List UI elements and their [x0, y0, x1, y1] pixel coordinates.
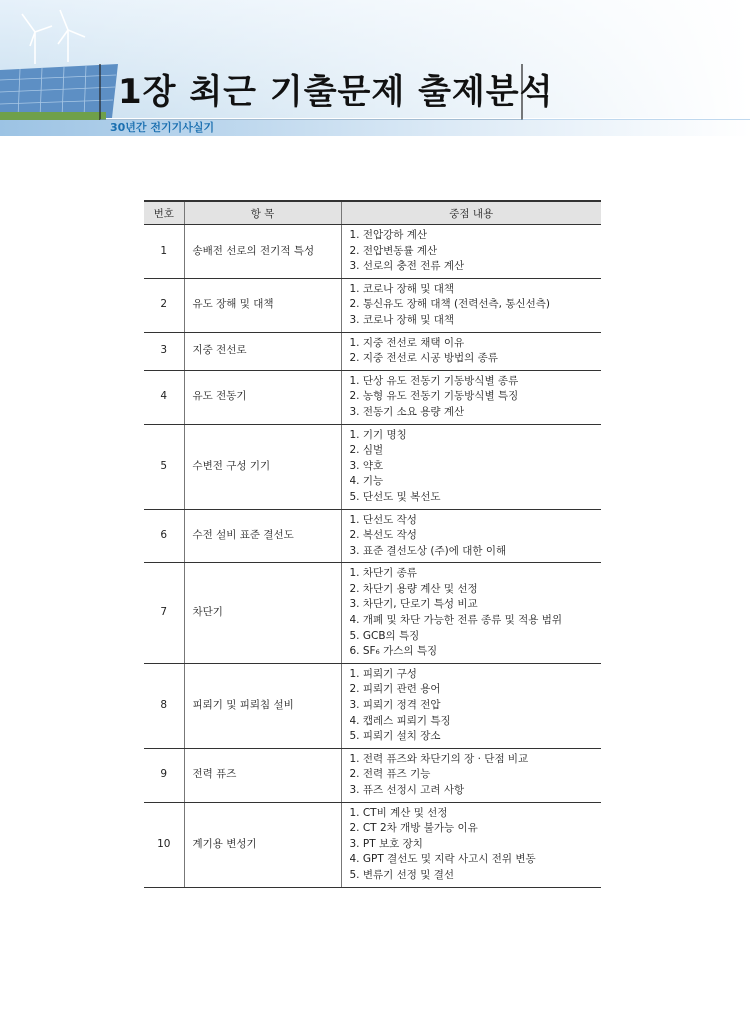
- row-item: 지중 전선로: [184, 332, 341, 370]
- key-point: 2. 전력 퓨즈 기능: [349, 768, 431, 781]
- table-row: [144, 424, 601, 509]
- key-point: 3. 선로의 충전 전류 계산: [349, 260, 465, 273]
- table-row: [144, 663, 601, 748]
- key-point: 4. 캡레스 피뢰기 특징: [349, 714, 451, 727]
- key-point: 1. 전력 퓨즈와 차단기의 장 · 단점 비교: [349, 752, 529, 765]
- row-key-points: [341, 802, 601, 887]
- row-item: 수전 설비 표준 결선도: [184, 509, 341, 563]
- key-point: 1. 피뢰기 구성: [349, 667, 417, 680]
- table-row: [144, 278, 601, 332]
- table-row: [144, 563, 601, 664]
- row-key-points: [341, 332, 601, 370]
- key-point: 1. 코로나 장해 및 대책: [349, 282, 455, 295]
- key-point: 1. 차단기 종류: [349, 567, 417, 580]
- row-number: 1: [144, 225, 184, 279]
- key-point: 3. 차단기, 단로기 특성 비교: [349, 598, 478, 611]
- row-number: 3: [144, 332, 184, 370]
- table-row: [144, 802, 601, 887]
- key-point: 5. GCB의 특징: [349, 629, 420, 642]
- key-points-list: [350, 428, 594, 506]
- row-item: 전력 퓨즈: [184, 748, 341, 802]
- key-point: 5. 단선도 및 복선도: [349, 490, 441, 503]
- header-item: 항 목: [184, 201, 341, 225]
- row-key-points: [341, 225, 601, 279]
- row-item: 계기용 변성기: [184, 802, 341, 887]
- row-item: 유도 장해 및 대책: [184, 278, 341, 332]
- key-point: 4. 기능: [349, 475, 384, 488]
- key-points-list: [350, 228, 594, 275]
- key-points-list: [350, 513, 594, 560]
- key-point: 3. 약호: [349, 459, 384, 472]
- key-point: 3. 표준 결선도상 (주)에 대한 이해: [349, 544, 507, 557]
- key-point: 1. 단선도 작성: [349, 513, 417, 526]
- key-points-list: [350, 566, 594, 660]
- row-item: 송배전 선로의 전기적 특성: [184, 225, 341, 279]
- header-points: 중점 내용: [341, 201, 601, 225]
- key-point: 2. 농형 유도 전동기 기동방식별 특징: [349, 390, 519, 403]
- table-row: [144, 370, 601, 424]
- key-point: 6. SF₆ 가스의 특징: [349, 645, 438, 658]
- key-point: 2. 피뢰기 관련 용어: [349, 683, 441, 696]
- key-point: 4. 개폐 및 차단 가능한 전류 종류 및 적용 범위: [349, 614, 562, 627]
- row-key-points: [341, 563, 601, 664]
- row-item: 피뢰기 및 피뢰침 설비: [184, 663, 341, 748]
- exam-analysis-table: [144, 200, 601, 888]
- key-points-list: [350, 374, 594, 421]
- key-point: 1. 지중 전선로 채택 이유: [349, 336, 465, 349]
- series-label: 30년간 전기기사실기: [110, 121, 215, 134]
- key-point: 2. 복선도 작성: [349, 529, 417, 542]
- row-item: 수변전 구성 기기: [184, 424, 341, 509]
- key-point: 3. 코로나 장해 및 대책: [349, 313, 455, 326]
- header-no: 번호: [144, 201, 184, 225]
- row-number: 2: [144, 278, 184, 332]
- key-point: 3. 피뢰기 정격 전압: [349, 699, 441, 712]
- key-point: 4. GPT 결선도 및 지락 사고시 전위 변동: [349, 853, 536, 866]
- row-number: 4: [144, 370, 184, 424]
- table-row: [144, 509, 601, 563]
- key-point: 2. 전압변동률 계산: [349, 244, 438, 257]
- row-item: 차단기: [184, 563, 341, 664]
- key-point: 2. CT 2차 개방 불가능 이유: [349, 822, 478, 835]
- key-points-list: [350, 282, 594, 329]
- key-point: 3. 전동기 소요 용량 계산: [349, 405, 465, 418]
- row-number: 10: [144, 802, 184, 887]
- key-point: 5. 피뢰기 설치 장소: [349, 730, 441, 743]
- row-key-points: [341, 424, 601, 509]
- key-point: 2. 지중 전선로 시공 방법의 종류: [349, 352, 498, 365]
- key-points-list: [350, 667, 594, 745]
- table-body: [144, 225, 601, 888]
- table-row: [144, 332, 601, 370]
- row-number: 8: [144, 663, 184, 748]
- key-points-list: [350, 336, 594, 367]
- row-number: 6: [144, 509, 184, 563]
- row-item: 유도 전동기: [184, 370, 341, 424]
- chapter-title: 1장 최근 기출문제 출제분석: [118, 72, 554, 112]
- key-points-list: [350, 752, 594, 799]
- row-number: 9: [144, 748, 184, 802]
- row-key-points: [341, 370, 601, 424]
- key-point: 2. 차단기 용량 계산 및 선정: [349, 582, 478, 595]
- table-row: [144, 225, 601, 279]
- row-key-points: [341, 509, 601, 563]
- key-point: 3. PT 보호 장치: [349, 837, 423, 850]
- key-points-list: [350, 806, 594, 884]
- key-point: 1. 기기 명칭: [349, 428, 407, 441]
- key-point: 2. 통신유도 장해 대책 (전력선측, 통신선측): [349, 298, 551, 311]
- row-key-points: [341, 748, 601, 802]
- table-row: [144, 748, 601, 802]
- row-key-points: [341, 663, 601, 748]
- key-point: 3. 퓨즈 선정시 고려 사항: [349, 784, 465, 796]
- key-point: 2. 심벌: [349, 444, 384, 457]
- key-point: 1. 단상 유도 전동기 기동방식별 종류: [349, 374, 519, 387]
- table-header-row: [144, 201, 601, 225]
- row-key-points: [341, 278, 601, 332]
- key-point: 1. CT비 계산 및 선정: [349, 806, 448, 819]
- key-point: 5. 변류기 선정 및 결선: [349, 868, 455, 881]
- row-number: 7: [144, 563, 184, 664]
- row-number: 5: [144, 424, 184, 509]
- key-point: 1. 전압강하 계산: [349, 229, 428, 241]
